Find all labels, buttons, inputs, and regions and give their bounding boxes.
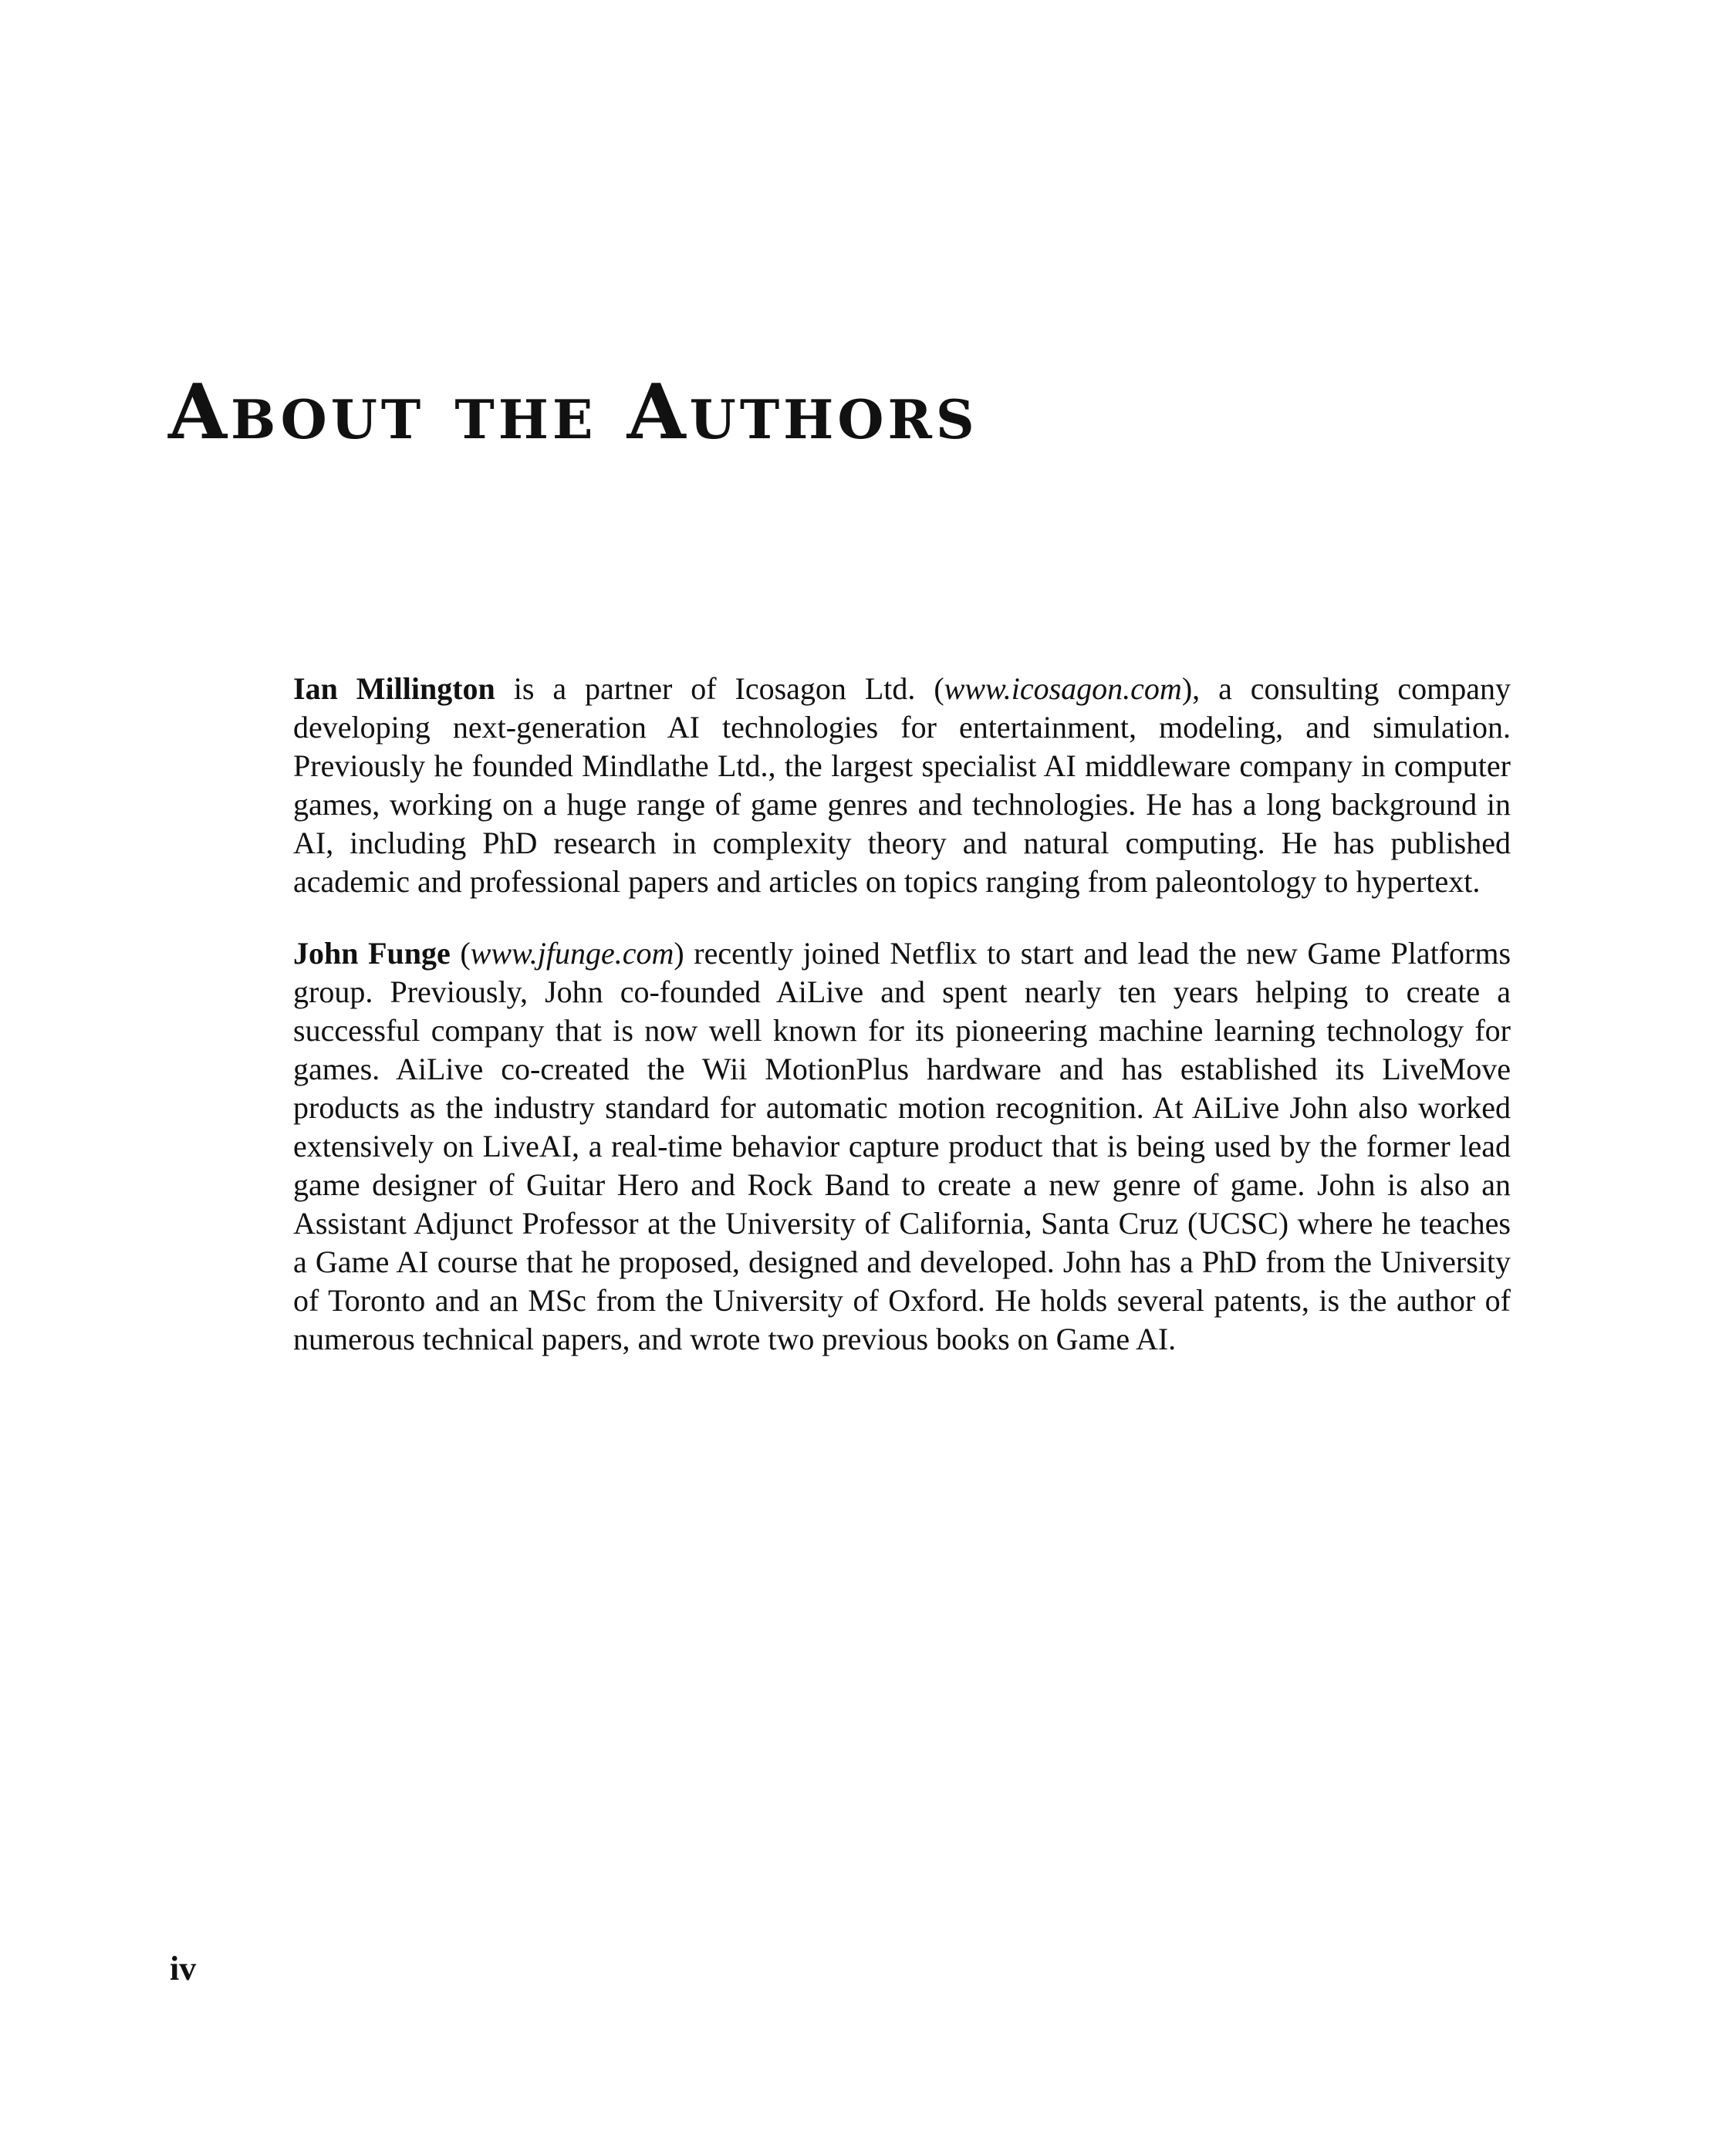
page-number: iv: [170, 1950, 197, 1987]
bio-text-lead: is a partner of Icosagon Ltd. (: [495, 671, 944, 706]
bio-text-lead: (: [450, 936, 471, 971]
bio-john-funge: [293, 934, 1511, 1359]
website-link[interactable]: www.icosagon.com: [944, 671, 1182, 706]
author-name: John Funge: [293, 936, 451, 971]
bio-text: ), a consulting company developing next-generation AI technologies for entertainment, modeling, and simulation. Previously he founded Mindlathe Ltd., the largest specialist AI middleware company in computer games, working on a huge range of game genres and technologies. He has a long background in AI, including PhD research in complexity theory and natural computing. He has published academic and professional papers and articles on topics ranging from paleontology to hypertext.: [293, 671, 1511, 899]
authors-bios: [293, 670, 1511, 1392]
bio-text: ) recently joined Netflix to start and lead the new Game Platforms group. Previously, John co-founded AiLive and spent nearly ten years helping to create a successful company that is now well known for its pioneering machine learning technology for games. AiLive co-created the Wii MotionPlus hardware and has established its LiveMove products as the industry standard for automatic motion recognition. At AiLive John also worked extensively on LiveAI, a real-time behavior capture product that is being used by the former lead game designer of Guitar Hero and Rock Band to create a new genre of game. John is also an Assistant Adjunct Professor at the University of California, Santa Cruz (UCSC) where he teaches a Game AI course that he proposed, designed and developed. John has a PhD from the University of Toronto and an MSc from the University of Oxford. He holds several patents, is the author of numerous technical papers, and wrote two previous books on Game AI.: [293, 936, 1511, 1356]
author-name: Ian Millington: [293, 671, 495, 706]
bio-ian-millington: [293, 670, 1511, 901]
website-link[interactable]: www.jfunge.com: [470, 936, 674, 971]
page-title: About the Authors: [168, 368, 978, 457]
